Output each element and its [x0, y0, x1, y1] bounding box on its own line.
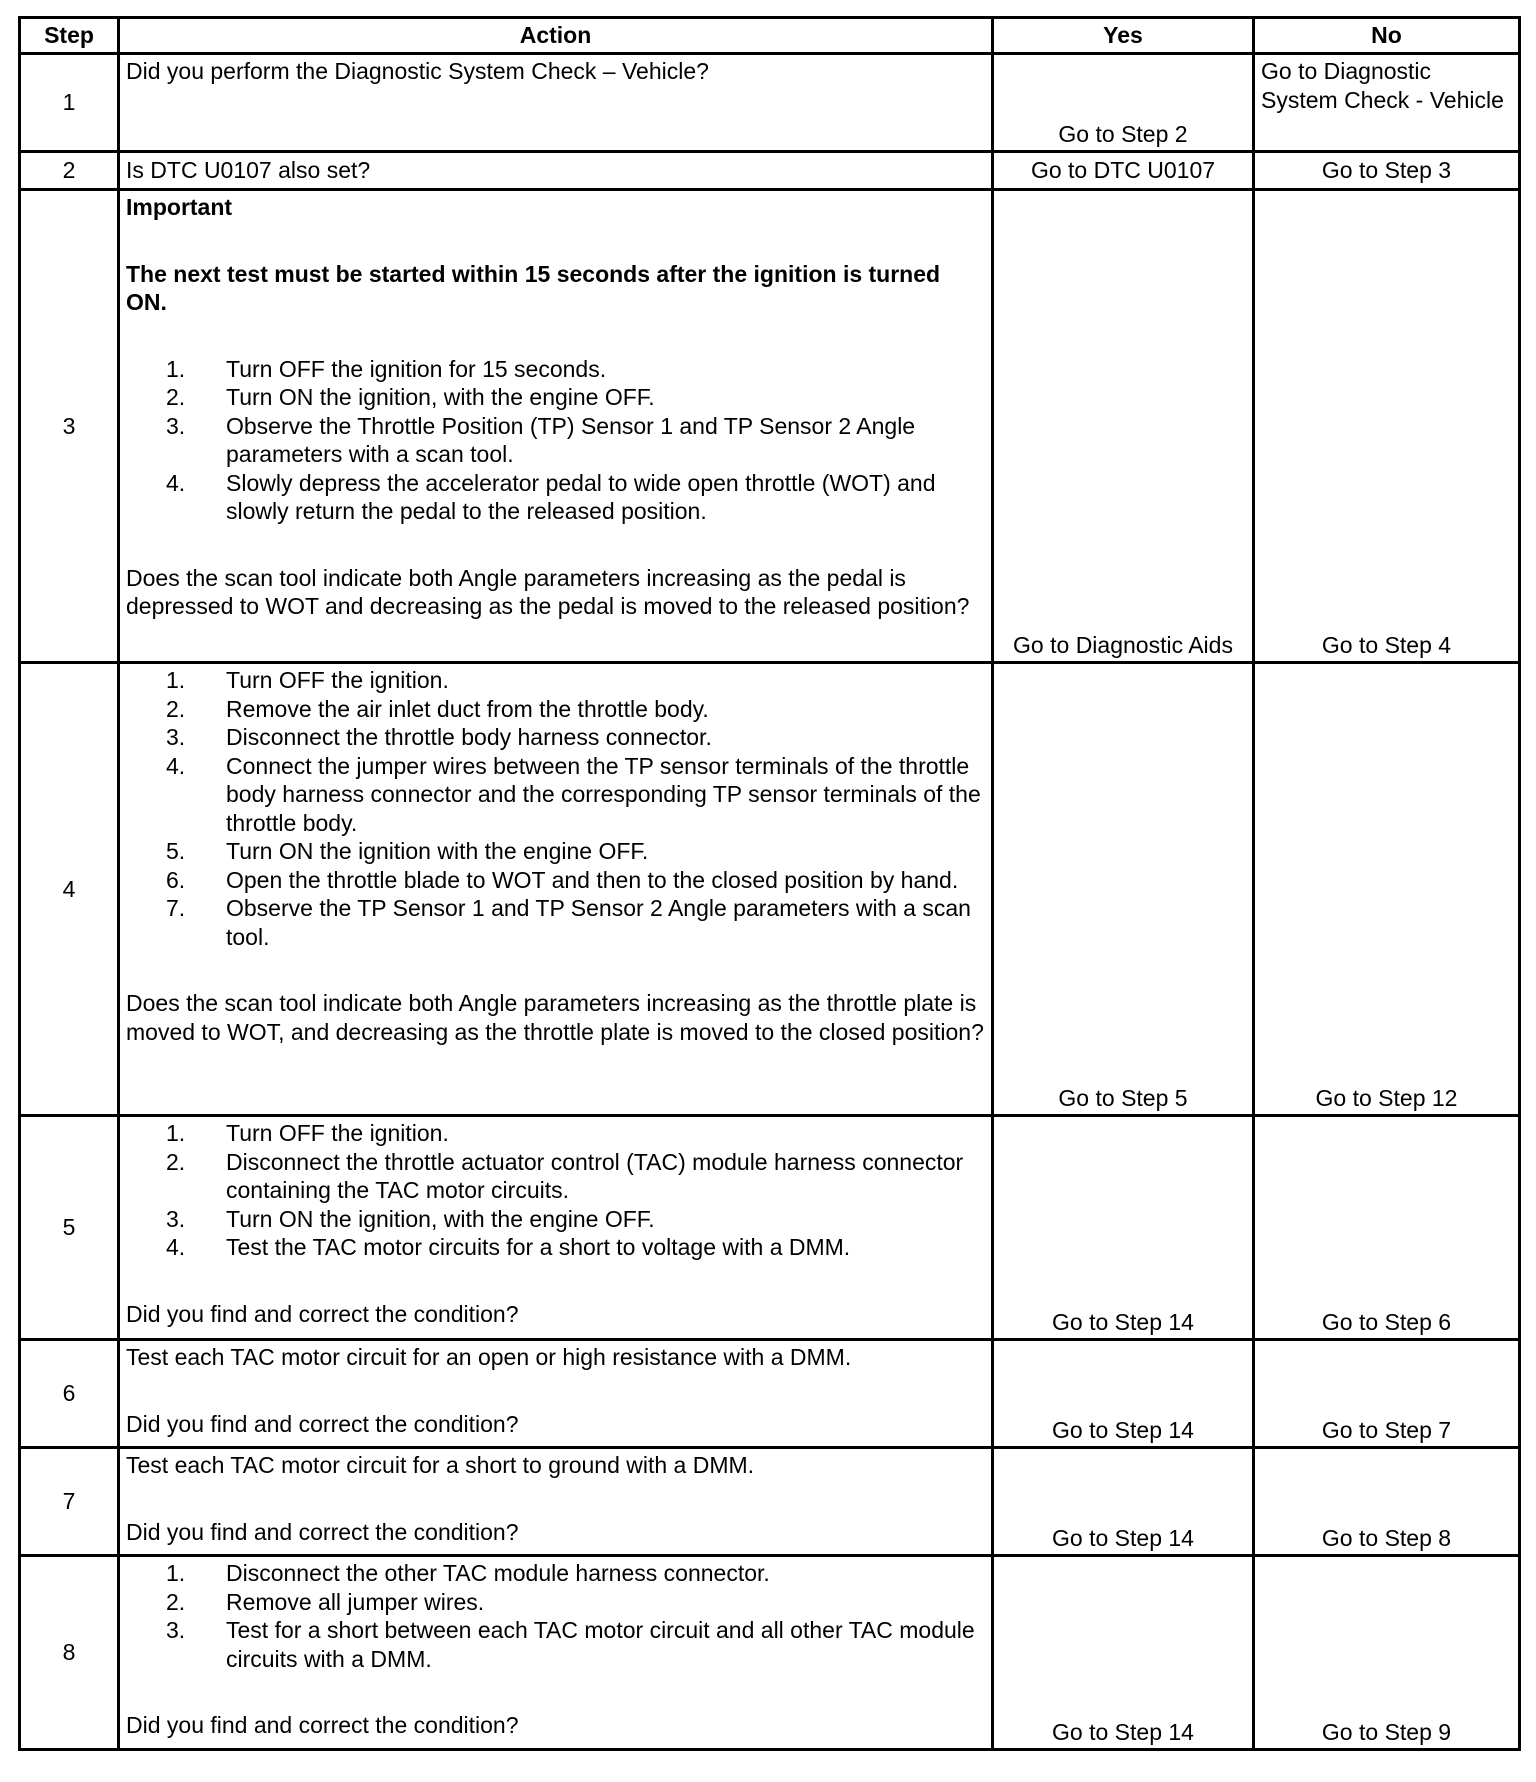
list-item: 2. Turn ON the ignition, with the engine OFF.	[166, 384, 655, 410]
list-item: 1. Disconnect the other TAC module harness connector.	[166, 1560, 770, 1586]
no-link[interactable]: Go to Step 3	[1254, 152, 1520, 190]
table-row	[20, 663, 1520, 1116]
procedure-list	[126, 1559, 985, 1673]
list-item: 4. Connect the jumper wires between the TP sensor terminals of the throttle body harness connector and the corresponding TP sensor terminals of the throttle body.	[166, 752, 981, 836]
action-cell	[119, 1556, 993, 1750]
no-link[interactable]: Go to Diagnostic System Check - Vehicle	[1254, 54, 1520, 152]
table-row	[20, 1448, 1520, 1556]
important-heading: Important	[126, 194, 233, 220]
yes-link[interactable]: Go to Step 14	[993, 1340, 1254, 1448]
header-yes: Yes	[993, 18, 1254, 54]
yes-link[interactable]: Go to Step 2	[993, 54, 1254, 152]
list-item: 2. Disconnect the throttle actuator control (TAC) module harness connector containing the TAC motor circuits.	[166, 1148, 964, 1203]
question-text: Does the scan tool indicate both Angle parameters increasing as the throttle plate is moved to WOT, and decreasing as the throttle plate is moved to the closed position?	[126, 990, 984, 1045]
diagnostic-page	[18, 16, 1521, 1751]
action-text: Test each TAC motor circuit for an open or high resistance with a DMM.	[126, 1344, 852, 1370]
step-number: 1	[20, 54, 119, 152]
question-text: Does the scan tool indicate both Angle parameters increasing as the pedal is depressed to WOT and decreasing as the pedal is moved to the released position?	[126, 564, 970, 619]
header-action: Action	[119, 18, 993, 54]
step-number: 3	[20, 190, 119, 663]
important-text: The next test must be started within 15 seconds after the ignition is turned ON.	[126, 260, 941, 315]
list-item: 1. Turn OFF the ignition.	[166, 667, 449, 693]
list-item: 5. Turn ON the ignition with the engine OFF.	[166, 838, 649, 864]
table-row	[20, 190, 1520, 663]
no-link[interactable]: Go to Step 4	[1254, 190, 1520, 663]
yes-link[interactable]: Go to Step 14	[993, 1448, 1254, 1556]
header-step: Step	[20, 18, 119, 54]
question-text: Did you find and correct the condition?	[126, 1518, 519, 1545]
yes-link[interactable]: Go to Step 5	[993, 663, 1254, 1116]
question-text: Did you find and correct the condition?	[126, 1712, 519, 1738]
table-row	[20, 1556, 1520, 1750]
yes-link[interactable]: Go to DTC U0107	[993, 152, 1254, 190]
list-item: 4. Test the TAC motor circuits for a short to voltage with a DMM.	[166, 1234, 851, 1260]
procedure-list	[126, 666, 985, 951]
action-cell	[119, 1340, 993, 1448]
no-link[interactable]: Go to Step 6	[1254, 1116, 1520, 1340]
step-number: 7	[20, 1448, 119, 1556]
action-cell	[119, 1448, 993, 1556]
step-number: 4	[20, 663, 119, 1116]
step-number: 2	[20, 152, 119, 190]
step-number: 5	[20, 1116, 119, 1340]
list-item: 2. Remove all jumper wires.	[166, 1588, 485, 1615]
action-text: Test each TAC motor circuit for a short to ground with a DMM.	[126, 1452, 755, 1478]
yes-link[interactable]: Go to Step 14	[993, 1556, 1254, 1750]
table-row	[20, 54, 1520, 152]
action-cell	[119, 190, 993, 663]
list-item: 6. Open the throttle blade to WOT and then to the closed position by hand.	[166, 866, 959, 893]
action-cell	[119, 152, 993, 190]
list-item: 3. Disconnect the throttle body harness connector.	[166, 724, 712, 750]
step-number: 8	[20, 1556, 119, 1750]
list-item: 1. Turn OFF the ignition.	[166, 1120, 449, 1146]
list-item: 4. Slowly depress the accelerator pedal to wide open throttle (WOT) and slowly return the pedal to the released position.	[166, 469, 936, 524]
list-item: 2. Remove the air inlet duct from the throttle body.	[166, 695, 709, 722]
no-link[interactable]: Go to Step 7	[1254, 1340, 1520, 1448]
question-text: Did you find and correct the condition?	[126, 1410, 519, 1437]
list-item: 3. Observe the Throttle Position (TP) Sensor 1 and TP Sensor 2 Angle parameters with a scan tool.	[166, 412, 916, 467]
no-link[interactable]: Go to Step 9	[1254, 1556, 1520, 1750]
list-item: 3. Test for a short between each TAC motor circuit and all other TAC module circuits with a DMM.	[166, 1617, 975, 1672]
action-cell	[119, 663, 993, 1116]
no-link[interactable]: Go to Step 8	[1254, 1448, 1520, 1556]
table-row	[20, 1340, 1520, 1448]
action-cell	[119, 1116, 993, 1340]
table-header-row	[20, 18, 1520, 54]
action-cell	[119, 54, 993, 152]
question-text: Did you find and correct the condition?	[126, 1300, 519, 1327]
procedure-list	[126, 355, 985, 526]
procedure-list	[126, 1119, 985, 1262]
action-text: Did you perform the Diagnostic System Check – Vehicle?	[126, 58, 709, 84]
yes-link[interactable]: Go to Step 14	[993, 1116, 1254, 1340]
table-row	[20, 152, 1520, 190]
table-row	[20, 1116, 1520, 1340]
action-text: Is DTC U0107 also set?	[126, 157, 371, 184]
diagnostic-table	[18, 16, 1521, 1751]
no-link[interactable]: Go to Step 12	[1254, 663, 1520, 1116]
list-item: 3. Turn ON the ignition, with the engine OFF.	[166, 1205, 655, 1232]
header-no: No	[1254, 18, 1520, 54]
step-number: 6	[20, 1340, 119, 1448]
list-item: 1. Turn OFF the ignition for 15 seconds.	[166, 355, 607, 382]
yes-link[interactable]: Go to Diagnostic Aids	[993, 190, 1254, 663]
list-item: 7. Observe the TP Sensor 1 and TP Sensor 2 Angle parameters with a scan tool.	[166, 895, 971, 950]
